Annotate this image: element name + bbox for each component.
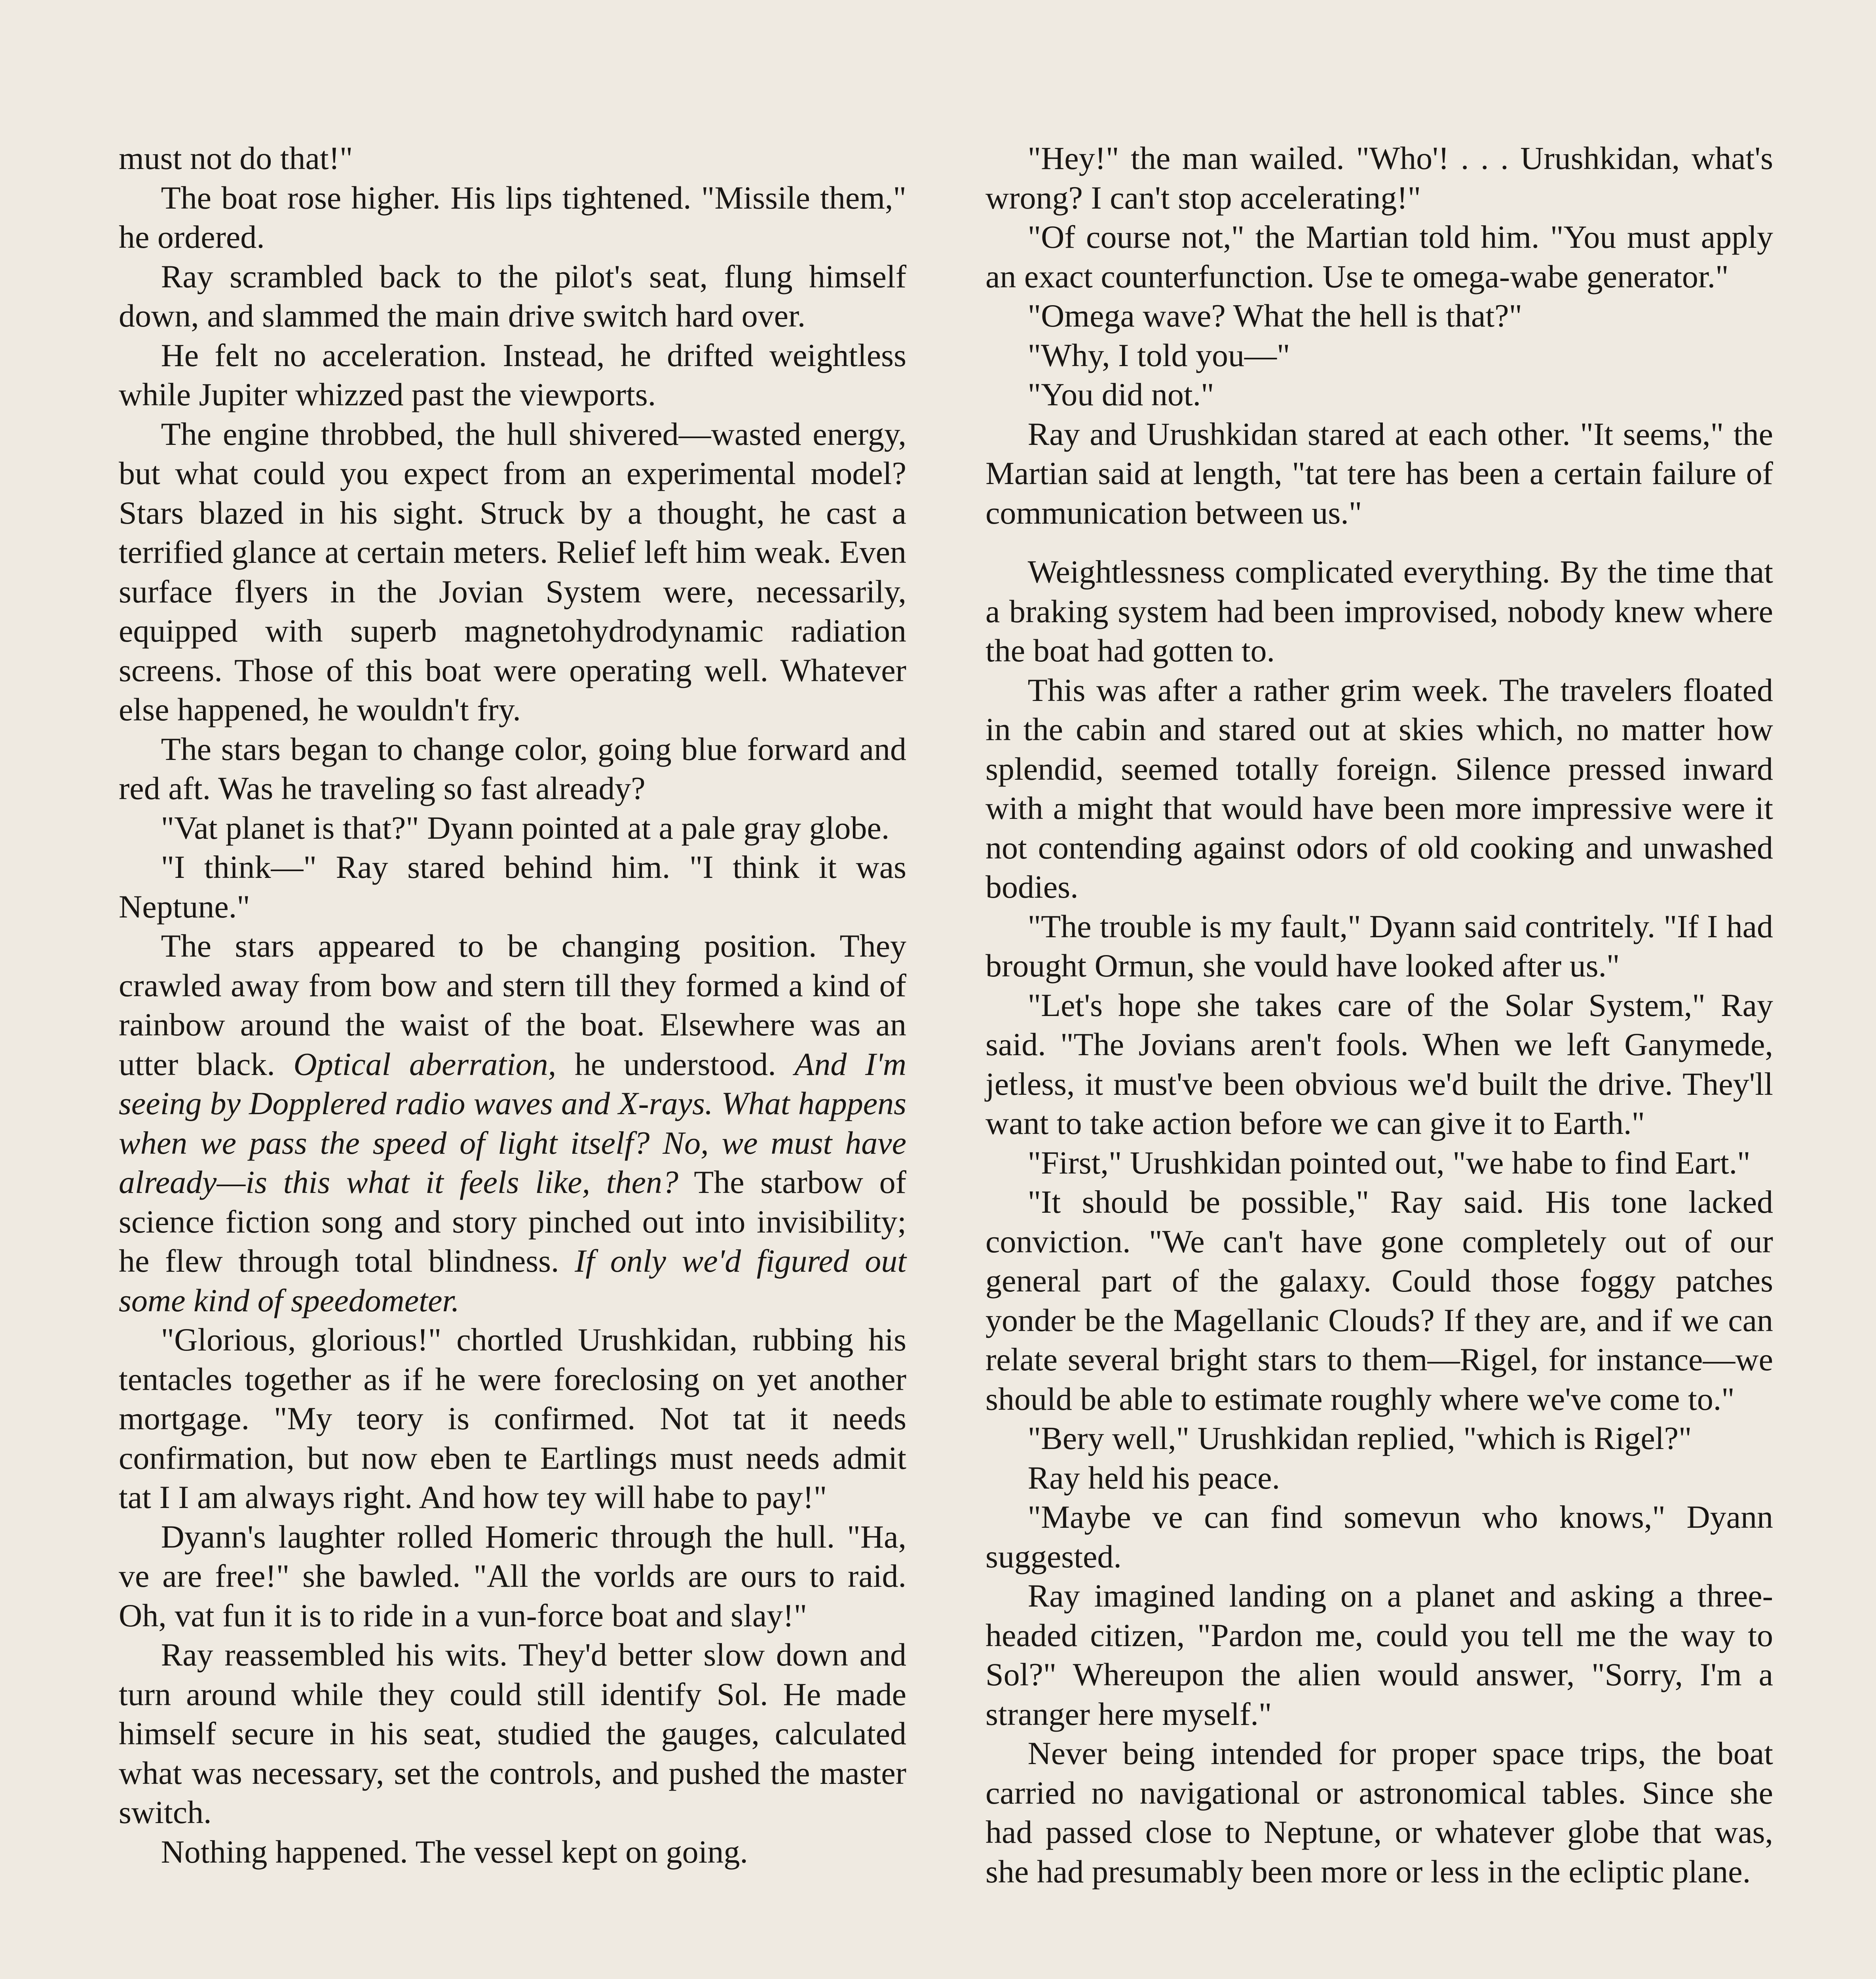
paragraph: "Hey!" the man wailed. "Who'! . . . Urushkidan, what's wrong? I can't stop accelerating!" bbox=[985, 140, 1773, 216]
paragraph: "Glorious, glorious!" chortled Urushkidan, rubbing his tentacles together as if he were foreclosing on yet another mortgage. "My teory is confirmed. Not tat it needs confirmation, but now eben te Eartlings must needs admit tat I I am always right. And how tey will habe to pay!" bbox=[119, 1322, 906, 1515]
paragraph: "Omega wave? What the hell is that?" bbox=[1027, 298, 1523, 334]
paragraph: Ray held his peace. bbox=[1027, 1459, 1280, 1496]
paragraph: "The trouble is my fault," Dyann said contritely. "If I had brought Ormun, she vould have looked after us." bbox=[985, 908, 1773, 984]
paragraph: Ray scrambled back to the pilot's seat, flung himself down, and slammed the main drive switch hard over. bbox=[119, 258, 906, 334]
text-run: The stars appeared to be changing position. They crawled away from bow and stern till they formed a kind of rainbow around the waist of the boat. Elsewhere was an utter black. bbox=[119, 928, 906, 1082]
paragraph: "Of course not," the Martian told him. "You must apply an exact counterfunction. Use te omega-wabe generator." bbox=[985, 219, 1773, 294]
italic-run: If only we'd figured out some kind of speedometer. bbox=[119, 1243, 906, 1318]
paragraph: "Vat planet is that?" Dyann pointed at a pale gray globe. bbox=[161, 809, 890, 846]
paragraph: "Let's hope she takes care of the Solar System," Ray said. "The Jovians aren't fools. When we left Ganymede, jetless, it must've been obvious we'd built the drive. They'll want to take action before we can give it to Earth." bbox=[985, 987, 1773, 1141]
paragraph: Ray and Urushkidan stared at each other. "It seems," the Martian said at length, "tat tere has been a certain failure of communication between us." bbox=[985, 416, 1773, 531]
paragraph-optical-aberration bbox=[119, 926, 906, 1320]
paragraph: Ray reassembled his wits. They'd better slow down and turn around while they could still identify Sol. He made himself secure in his seat, studied the gauges, calculated what was necessary, set the controls, and pushed the master switch. bbox=[119, 1637, 906, 1830]
text-run: he understood. bbox=[556, 1046, 795, 1082]
paragraph: Never being intended for proper space trips, the boat carried no navigational or astronomical tables. Since she had passed close to Neptune, or whatever globe that was, she had presumably been more or less in the ecliptic plane. bbox=[985, 1735, 1773, 1890]
right-column bbox=[985, 139, 1773, 1891]
paragraph: Dyann's laughter rolled Homeric through the hull. "Ha, ve are free!" she bawled. "All the vorlds are ours to raid. Oh, vat fun it is to ride in a vun-force boat and slay!" bbox=[119, 1518, 906, 1633]
paragraph: The stars began to change color, going blue forward and red aft. Was he traveling so fast already? bbox=[119, 731, 906, 806]
italic-run: And I'm seeing by Dopplered radio waves and X-rays. What happens when we pass the speed of light itself? No, we must have already—is this what it feels like, then? bbox=[119, 1046, 907, 1200]
paragraph: "Why, I told you—" bbox=[1027, 337, 1290, 373]
paragraph: must not do that!" bbox=[119, 140, 353, 176]
paragraph: The boat rose higher. His lips tightened. "Missile them," he ordered. bbox=[119, 179, 906, 255]
paragraph: "It should be possible," Ray said. His tone lacked conviction. "We can't have gone completely out of our general part of the galaxy. Could those foggy patches yonder be the Magellanic Clouds? If they are, and if we can relate several bright stars to them—Rigel, for instance—we should be able to estimate roughly where we've come to." bbox=[985, 1184, 1773, 1417]
paragraph: He felt no acceleration. Instead, he drifted weightless while Jupiter whizzed past the viewports. bbox=[119, 337, 906, 412]
left-column bbox=[119, 139, 906, 1871]
paragraph: Weightlessness complicated everything. By the time that a braking system had been improvised, nobody knew where the boat had gotten to. bbox=[985, 554, 1773, 669]
paragraph: "Bery well," Urushkidan replied, "which is Rigel?" bbox=[1027, 1420, 1692, 1456]
paragraph: Nothing happened. The vessel kept on going. bbox=[161, 1833, 748, 1870]
text-run: The starbow of science fiction song and story pinched out into invisibility; he flew through total blindness. bbox=[119, 1164, 906, 1279]
paragraph: Ray imagined landing on a planet and asking a three-headed citizen, "Pardon me, could you tell me the way to Sol?" Whereupon the alien would answer, "Sorry, I'm a stranger here myself." bbox=[985, 1578, 1773, 1732]
paragraph: "You did not." bbox=[1027, 376, 1214, 412]
paragraph: "I think—" Ray stared behind him. "I think it was Neptune." bbox=[119, 849, 906, 925]
italic-run: Optical aberration, bbox=[293, 1046, 556, 1082]
paragraph: The engine throbbed, the hull shivered—wasted energy, but what could you expect from an experimental model? Stars blazed in his sight. Struck by a thought, he cast a terrified glance at certain meters. Relief left him weak. Even surface flyers in the Jovian System were, necessarily, equipped with superb magnetohydrodynamic radiation screens. Those of this boat were operating well. Whatever else happened, he wouldn't fry. bbox=[119, 416, 906, 727]
paragraph: "Maybe ve can find somevun who knows," Dyann suggested. bbox=[985, 1499, 1773, 1574]
paragraph: "First," Urushkidan pointed out, "we habe to find Eart." bbox=[1027, 1144, 1751, 1181]
paragraph: This was after a rather grim week. The travelers floated in the cabin and stared out at skies which, no matter how splendid, seemed totally foreign. Silence pressed inward with a might that would have been more impressive were it not contending against odors of old cooking and unwashed bodies. bbox=[985, 672, 1773, 905]
